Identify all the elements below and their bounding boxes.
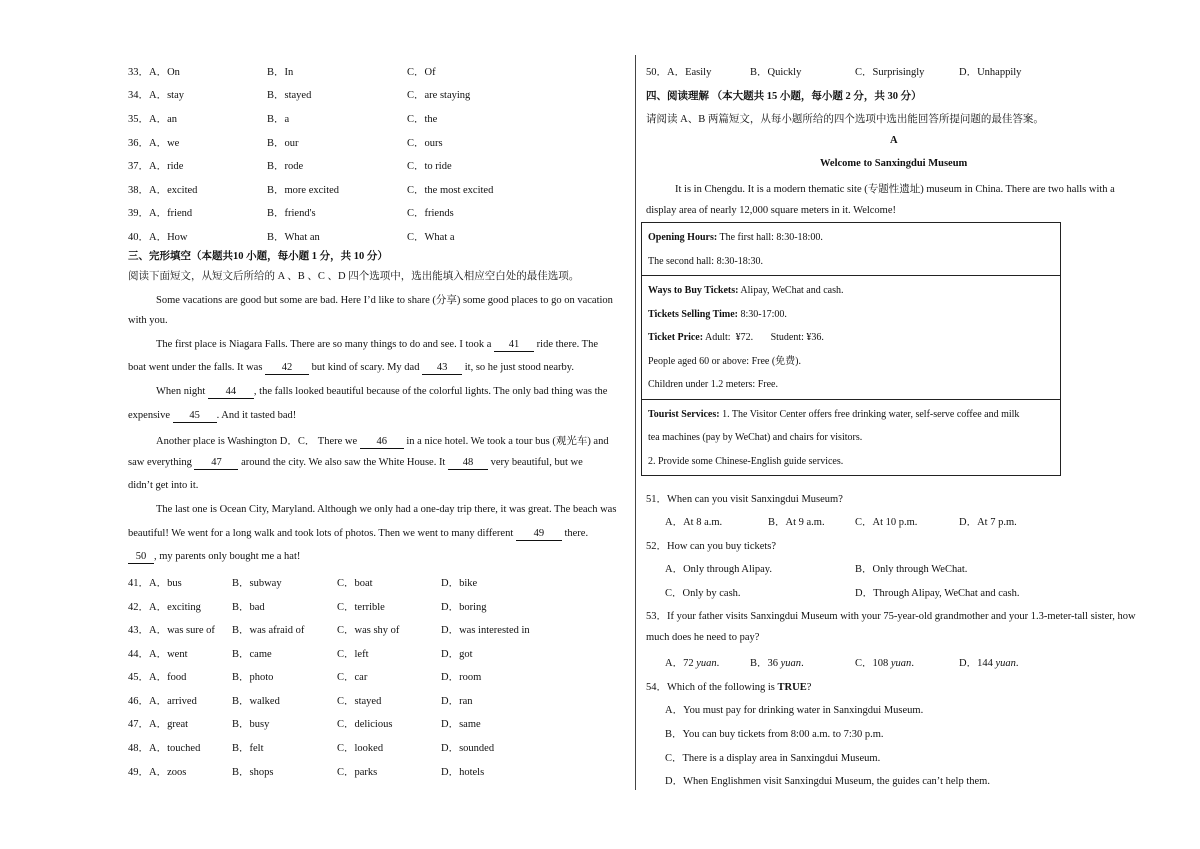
option-row: 37．A．ride <box>128 161 184 172</box>
option-row: 34．A．stay <box>128 90 184 101</box>
option-d: D．boring <box>441 602 487 613</box>
question-stem: 51．When can you visit Sanxingdui Museum? <box>646 494 843 505</box>
option-d: D．sounded <box>441 743 495 754</box>
tourist-services-section: Tourist Services: 1. The Visitor Center offers free drinking water, self-serve coffee and milk tea machines (pay by WeChat) and chairs for visitors. 2. Provide some Chinese-English guide services. <box>648 408 1020 467</box>
option-a: A．72 yuan. <box>665 658 720 669</box>
option-d: D．At 7 p.m. <box>959 517 1017 528</box>
option-b: B．Quickly <box>750 67 802 78</box>
option-row: 49．A．zoos <box>128 767 187 778</box>
option-d: D．Unhappily <box>959 67 1022 78</box>
option-d: D．was interested in <box>441 625 530 636</box>
column-divider <box>635 55 636 790</box>
passage-line: 50 , my parents only bought me a hat! <box>128 551 300 564</box>
opening-hours-section: Opening Hours: The first hall: 8:30-18:00. The second hall: 8:30-18:30. <box>642 223 1060 276</box>
option-row: 42．A．exciting <box>128 602 201 613</box>
option-c: C．the <box>407 114 438 125</box>
option-b: B．shops <box>232 767 274 778</box>
blank-48: 48 <box>448 457 488 470</box>
option-c: C．friends <box>407 208 454 219</box>
option-c: C．left <box>337 649 369 660</box>
question-stem: 54．Which of the following is TRUE? <box>646 682 812 693</box>
option-row: 43．A．was sure of <box>128 625 215 636</box>
blank-41: 41 <box>494 339 534 352</box>
option-d: D．144 yuan. <box>959 658 1019 669</box>
option-row: 45．A．food <box>128 672 187 683</box>
option-b: B．was afraid of <box>232 625 305 636</box>
option-b: B．busy <box>232 719 270 730</box>
option-row: 41．A．bus <box>128 578 182 589</box>
option-row: 35．A．an <box>128 114 177 125</box>
option-b: B．Only through WeChat. <box>855 564 968 575</box>
option-c: C．Surprisingly <box>855 67 925 78</box>
option-b: B．more excited <box>267 185 340 196</box>
option-row: 33．A．On <box>128 67 180 78</box>
option-b: B．bad <box>232 602 265 613</box>
tickets-section: Ways to Buy Tickets: Alipay, WeChat and cash. Tickets Selling Time: 8:30-17:00. Ticket Price: Adult: ¥72. Student: ¥36. People aged 60 or above: Free (免费). Children under 1.2 meters: Free. <box>642 276 1060 400</box>
passage-line: The last one is Ocean City, Maryland. Although we only had a one-day trip there, it was great. The beach was <box>156 504 617 515</box>
option-c: C．At 10 p.m. <box>855 517 918 528</box>
option-b: B．friend's <box>267 208 316 219</box>
option-d: D．When Englishmen visit Sanxingdui Museum, the guides can’t help them. <box>665 776 990 787</box>
section-heading: 四、阅读理解 （本大题共 15 小题，每小题 2 分，共 30 分） <box>646 91 922 102</box>
option-c: C．boat <box>337 578 373 589</box>
option-c: C．There is a display area in Sanxingdui Museum. <box>665 753 881 764</box>
passage-line: with you. <box>128 315 168 326</box>
option-b: B．photo <box>232 672 274 683</box>
passage-line: didn’t get into it. <box>128 480 199 491</box>
option-c: C．was shy of <box>337 625 400 636</box>
option-b: B．subway <box>232 578 282 589</box>
passage-line: It is in Chengdu. It is a modern thematic site (专题性遗址) museum in China. There are two halls with a <box>675 184 1115 195</box>
option-row: 47．A．great <box>128 719 189 730</box>
option-row: 39．A．friend <box>128 208 193 219</box>
blank-50: 50 <box>128 551 154 564</box>
option-d: D．bike <box>441 578 478 589</box>
option-c: C．ours <box>407 138 443 149</box>
option-b: B．At 9 a.m. <box>768 517 825 528</box>
option-b: B．You can buy tickets from 8:00 a.m. to 7:30 p.m. <box>665 729 884 740</box>
passage-line: display area of nearly 12,000 square meters in it. Welcome! <box>646 205 897 216</box>
option-row: 38．A．excited <box>128 185 198 196</box>
option-c: C．car <box>337 672 368 683</box>
passage-line: When night 44 , the falls looked beautiful because of the colorful lights. The only bad thing was the <box>156 386 608 397</box>
option-a: A．You must pay for drinking water in Sanxingdui Museum. <box>665 705 924 716</box>
option-row: 36．A．we <box>128 138 180 149</box>
blank-47: 47 <box>194 457 238 470</box>
option-d: D．got <box>441 649 473 660</box>
option-c: C．Of <box>407 67 436 78</box>
option-c: C．delicious <box>337 719 393 730</box>
passage-letter: A <box>890 135 898 146</box>
option-b: B．In <box>267 67 294 78</box>
option-c: C．parks <box>337 767 378 778</box>
passage-line: Some vacations are good but some are bad. Here I’d like to share (分享) some good places to go on vacation <box>156 295 613 306</box>
option-b: B．our <box>267 138 299 149</box>
section-instruction: 阅读下面短文，从短文后所给的 A 、B 、C 、D 四个选项中，选出能填入相应空白处的最佳选项。 <box>128 271 580 282</box>
option-row: 48．A．touched <box>128 743 201 754</box>
passage-title: Welcome to Sanxingdui Museum <box>820 158 968 169</box>
option-c: C．What a <box>407 232 455 243</box>
option-d: D．Through Alipay, WeChat and cash. <box>855 588 1020 599</box>
option-b: B．felt <box>232 743 264 754</box>
passage-line: The first place is Niagara Falls. There are so many things to do and see. I took a 41 ride there. The <box>156 339 598 350</box>
option-b: B．walked <box>232 696 280 707</box>
blank-44: 44 <box>208 386 254 399</box>
option-row: 44．A．went <box>128 649 188 660</box>
passage-line: saw everything 47 around the city. We also saw the White House. It 48 very beautiful, but we <box>128 457 583 468</box>
option-c: C．to ride <box>407 161 452 172</box>
option-d: D．hotels <box>441 767 485 778</box>
section-instruction: 请阅读 A、B 两篇短文，从每小题所给的四个选项中选出能回答所提问题的最佳答案。 <box>646 114 1044 125</box>
blank-42: 42 <box>265 362 309 375</box>
option-a: A．Only through Alipay. <box>665 564 772 575</box>
blank-46: 46 <box>360 436 404 449</box>
option-row: 46．A．arrived <box>128 696 197 707</box>
passage-line: beautiful! We went for a long walk and took lots of photos. Then we went to many different 49 there. <box>128 528 589 539</box>
option-b: B．stayed <box>267 90 312 101</box>
museum-info-box <box>641 222 1061 476</box>
question-stem: 52．How can you buy tickets? <box>646 541 777 552</box>
option-c: C．Only by cash. <box>665 588 741 599</box>
option-b: B．came <box>232 649 272 660</box>
option-b: B．rode <box>267 161 304 172</box>
option-c: C．looked <box>337 743 384 754</box>
section-heading: 三、完形填空（本题共10 小题，每小题 1 分，共 10 分） <box>128 251 388 262</box>
passage-line: Another place is Washington D．C． There we 46 in a nice hotel. We took a tour bus (观光车) and <box>156 436 609 447</box>
blank-49: 49 <box>516 528 562 541</box>
blank-43: 43 <box>422 362 462 375</box>
option-d: D．same <box>441 719 481 730</box>
option-b: B．What an <box>267 232 320 243</box>
question-stem: 53．If your father visits Sanxingdui Museum with your 75-year-old grandmother and your 1.3-meter-tall sister, how <box>646 611 1136 622</box>
option-b: B．36 yuan. <box>750 658 804 669</box>
option-b: B．a <box>267 114 290 125</box>
option-d: D．room <box>441 672 482 683</box>
question-stem: much does he need to pay? <box>646 632 760 643</box>
option-row: 50．A．Easily <box>646 67 712 78</box>
blank-45: 45 <box>173 410 217 423</box>
option-row: 40．A．How <box>128 232 188 243</box>
option-c: C．108 yuan. <box>855 658 914 669</box>
option-c: C．the most excited <box>407 185 494 196</box>
passage-line: boat went under the falls. It was 42 but kind of scary. My dad 43 it, so he just stood nearby. <box>128 362 574 373</box>
option-c: C．terrible <box>337 602 385 613</box>
option-c: C．stayed <box>337 696 382 707</box>
passage-line: expensive 45 . And it tasted bad! <box>128 410 297 421</box>
option-a: A．At 8 a.m. <box>665 517 723 528</box>
option-d: D．ran <box>441 696 473 707</box>
option-c: C．are staying <box>407 90 471 101</box>
